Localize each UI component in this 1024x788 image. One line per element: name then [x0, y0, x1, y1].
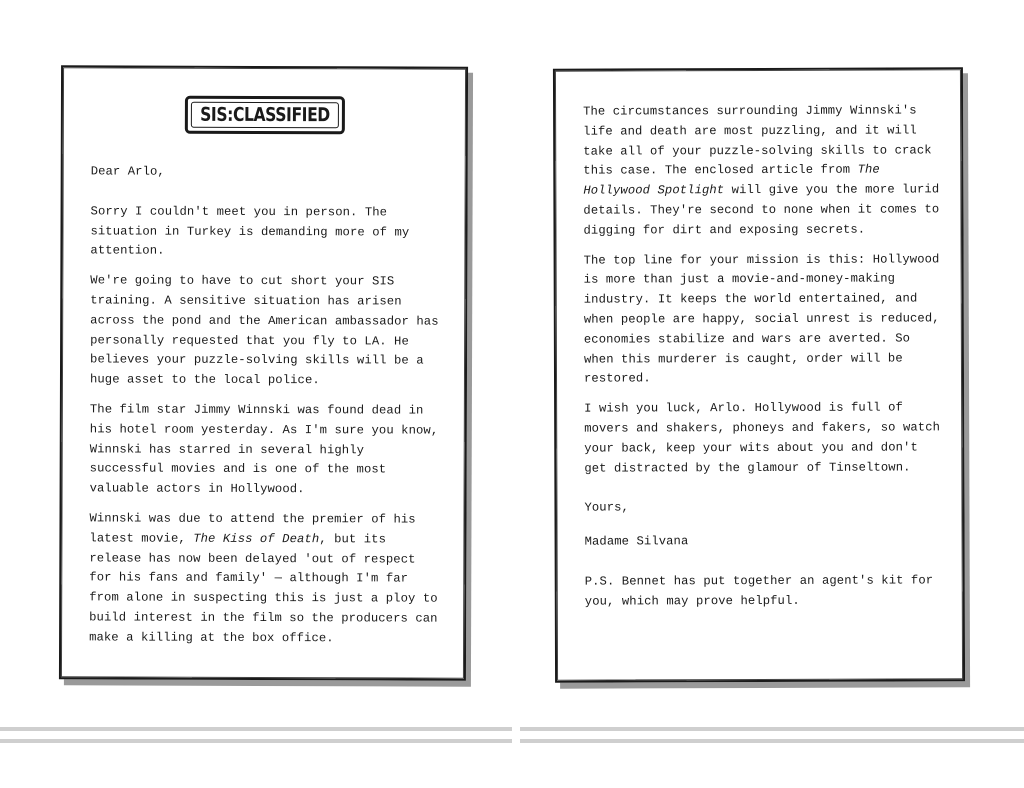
letter-body-left	[89, 162, 444, 659]
paragraph-4-start: Winnski was due to attend the premier of his latest movie,	[89, 511, 416, 546]
sis-classified-stamp	[185, 96, 345, 135]
paragraph-5-start: The circumstances surrounding Jimmy Winnski's life and death are most puzzling, and it will take all of your puzzle-solving skills to crack this case. The enclosed article from	[583, 103, 932, 179]
letter-page-left	[59, 65, 468, 680]
divider-line	[0, 739, 512, 743]
paragraph-5	[583, 101, 939, 241]
paragraph-5-end: will give you the more lurid details. They're second to none when it comes to digging for dirt and exposing secrets.	[583, 182, 940, 238]
signature: Madame Silvana	[584, 534, 689, 549]
letter-page-right	[553, 67, 965, 682]
postscript: P.S. Bennet has put together an agent's kit for you, which may prove helpful.	[584, 573, 934, 609]
paragraph-3: The film star Jimmy Winnski was found dead in his hotel room yesterday. As I'm sure you know, Winnski has starred in several highly successful movies and is one of the most valuable actors in Hollywood.	[89, 402, 439, 497]
sign-off: Yours,	[584, 500, 629, 515]
movie-title: The Kiss of Death	[193, 531, 320, 546]
paragraph-2: We're going to have to cut short your SIS training. A sensitive situation has arisen across the pond and the American ambassador has personally requested that you fly to LA. He believes your puzzle-solving skills will be a huge asset to the local police.	[89, 273, 439, 388]
salutation: Dear Arlo,	[90, 164, 165, 179]
letter-body-right	[583, 101, 941, 622]
paragraph-4-end: , but its release has now been delayed 'out of respect for his fans and family' — although I'm far from alone in suspecting this is just a ploy to build interest in the film so the producers can make a killing at the box office.	[89, 531, 438, 645]
paragraph-6: The top line for your mission is this: Hollywood is more than just a movie-and-money-making industry. It keeps the world entertained, and when people are happy, social unrest is reduced, economies stabilize and wars are averted. So when this murderer is caught, order will be restored.	[583, 251, 940, 386]
paragraph-1: Sorry I couldn't meet you in person. The situation in Turkey is demanding more of my attention.	[90, 204, 410, 259]
paragraph-7: I wish you luck, Arlo. Hollywood is full of movers and shakers, phoneys and fakers, so watch your back, keep your wits about you and don't get distracted by the glamour of Tinseltown.	[584, 400, 941, 476]
paragraph-4	[89, 509, 442, 649]
stamp-text: SIS:CLASSIFIED	[200, 103, 330, 127]
divider-line	[520, 727, 1024, 731]
divider-line	[520, 739, 1024, 743]
divider-line	[0, 727, 512, 731]
publication-title: The Hollywood Spotlight	[583, 162, 880, 198]
